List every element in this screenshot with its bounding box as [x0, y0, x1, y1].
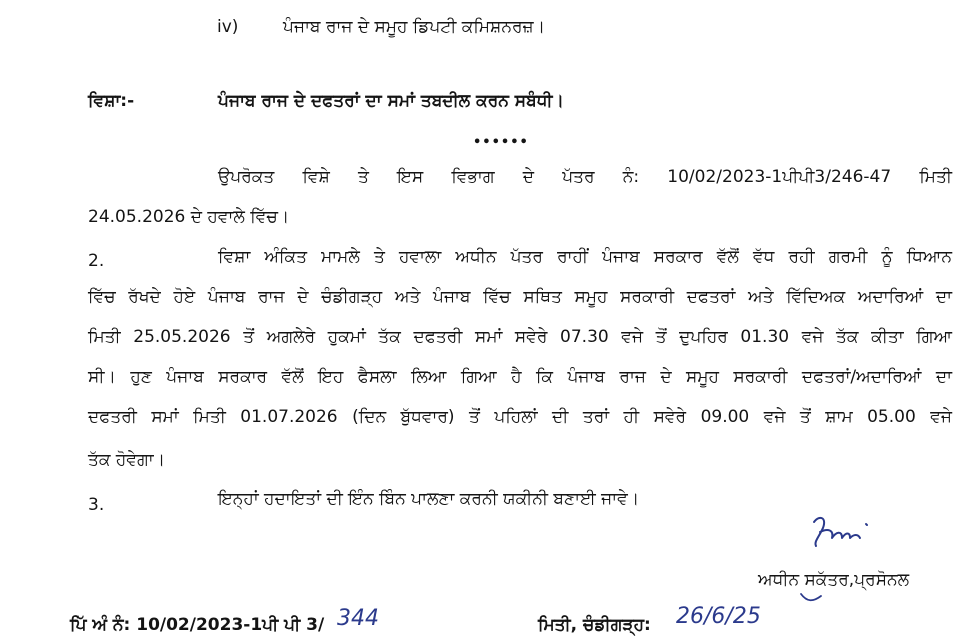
paragraph-1-line-1: ਉਪਰੋਕਤ ਵਿਸ਼ੇ ਤੇ ਇਸ ਵਿਭਾਗ ਦੇ ਪੱਤਰ ਨੰ: 10/02/2023-1ਪੀਪੀ3/246-47 ਮਿਤੀ — [218, 167, 952, 187]
subject-label: ਵਿਸ਼ਾ:- — [88, 91, 135, 111]
paragraph-1-line-2: 24.05.2026 ਦੇ ਹਵਾਲੇ ਵਿੱਚ। — [88, 207, 290, 227]
paragraph-2-line-4: ਸੀ। ਹੁਣ ਪੰਜਾਬ ਸਰਕਾਰ ਵੱਲੋਂ ਇਹ ਫੈਸਲਾ ਲਿਆ ਗਿਆ ਹੈ ਕਿ ਪੰਜਾਬ ਰਾਜ ਦੇ ਸਮੂਹ ਸਰਕਾਰੀ ਦਫਤਰਾਂ/ਅਦਾਰਿਆਂ ਦਾ — [88, 367, 952, 387]
date-label: ਮਿਤੀ, ਚੰਡੀਗੜ੍ਹ: — [538, 615, 651, 635]
signature-flourish — [797, 590, 827, 604]
paragraph-2-line-1: ਵਿਸ਼ਾ ਅੰਕਿਤ ਮਾਮਲੇ ਤੇ ਹਵਾਲਾ ਅਧੀਨ ਪੱਤਰ ਰਾਹੀਂ ਪੰਜਾਬ ਸਰਕਾਰ ਵੱਲੋਂ ਵੱਧ ਰਹੀ ਗਰਮੀ ਨੂੰ ਧਿਆਨ — [218, 247, 952, 267]
paragraph-2-line-2: ਵਿੱਚ ਰੱਖਦੇ ਹੋਏ ਪੰਜਾਬ ਰਾਜ ਦੇ ਚੰਡੀਗੜ੍ਹ ਅਤੇ ਪੰਜਾਬ ਵਿੱਚ ਸਥਿਤ ਸਮੂਹ ਸਰਕਾਰੀ ਦਫਤਰਾਂ ਅਤੇ ਵਿੱਦਿਅਕ ਅਦਾਰਿਆਂ ਦਾ — [88, 287, 952, 307]
paragraph-2-line-6: ਤੱਕ ਹੋਵੇਗਾ। — [88, 450, 166, 470]
paragraph-2-line-5: ਦਫਤਰੀ ਸਮਾਂ ਮਿਤੀ 01.07.2026 (ਦਿਨ ਬੁੱਧਵਾਰ) ਤੋਂ ਪਹਿਲਾਂ ਦੀ ਤਰਾਂ ਹੀ ਸਵੇਰੇ 09.00 ਵਜੇ ਤੋਂ ਸ਼ਾਮ 05.00 ਵਜੇ — [88, 407, 952, 427]
endorsement-label: ਪਿੱ ਅੰ ਨੰ: 10/02/2023-1ਪੀ ਪੀ 3/ — [70, 615, 325, 635]
list-item-number: iv) — [217, 17, 239, 37]
endorsement-number: 344 — [337, 606, 379, 631]
paragraph-3-text: ਇਨ੍ਹਾਂ ਹਦਾਇਤਾਂ ਦੀ ਇੰਨ ਬਿੰਨ ਪਾਲਣਾ ਕਰਨੀ ਯਕੀਨੀ ਬਣਾਈ ਜਾਵੇ। — [218, 489, 640, 509]
date-value: 26/6/25 — [676, 604, 761, 629]
paragraph-3-number: 3. — [88, 495, 105, 515]
signatory-designation: ਅਧੀਨ ਸਕੱਤਰ,ਪ੍ਰਸੋਨਲ — [758, 570, 910, 590]
subject-text: ਪੰਜਾਬ ਰਾਜ ਦੇ ਦਫਤਰਾਂ ਦਾ ਸਮਾਂ ਤਬਦੀਲ ਕਰਨ ਸਬੰਧੀ। — [218, 91, 564, 111]
handwritten-signature — [806, 512, 886, 554]
paragraph-2-number: 2. — [88, 251, 105, 271]
separator-dots: •••••• — [473, 135, 529, 150]
list-item-text: ਪੰਜਾਬ ਰਾਜ ਦੇ ਸਮੂਹ ਡਿਪਟੀ ਕਮਿਸ਼ਨਰਜ਼। — [283, 17, 546, 37]
paragraph-2-line-3: ਮਿਤੀ 25.05.2026 ਤੋਂ ਅਗਲੇਰੇ ਹੁਕਮਾਂ ਤੱਕ ਦਫਤਰੀ ਸਮਾਂ ਸਵੇਰੇ 07.30 ਵਜੇ ਤੋਂ ਦੁਪਹਿਰ 01.30 ਵਜੇ ਤੱਕ ਕੀਤਾ ਗਿਆ — [88, 327, 952, 347]
